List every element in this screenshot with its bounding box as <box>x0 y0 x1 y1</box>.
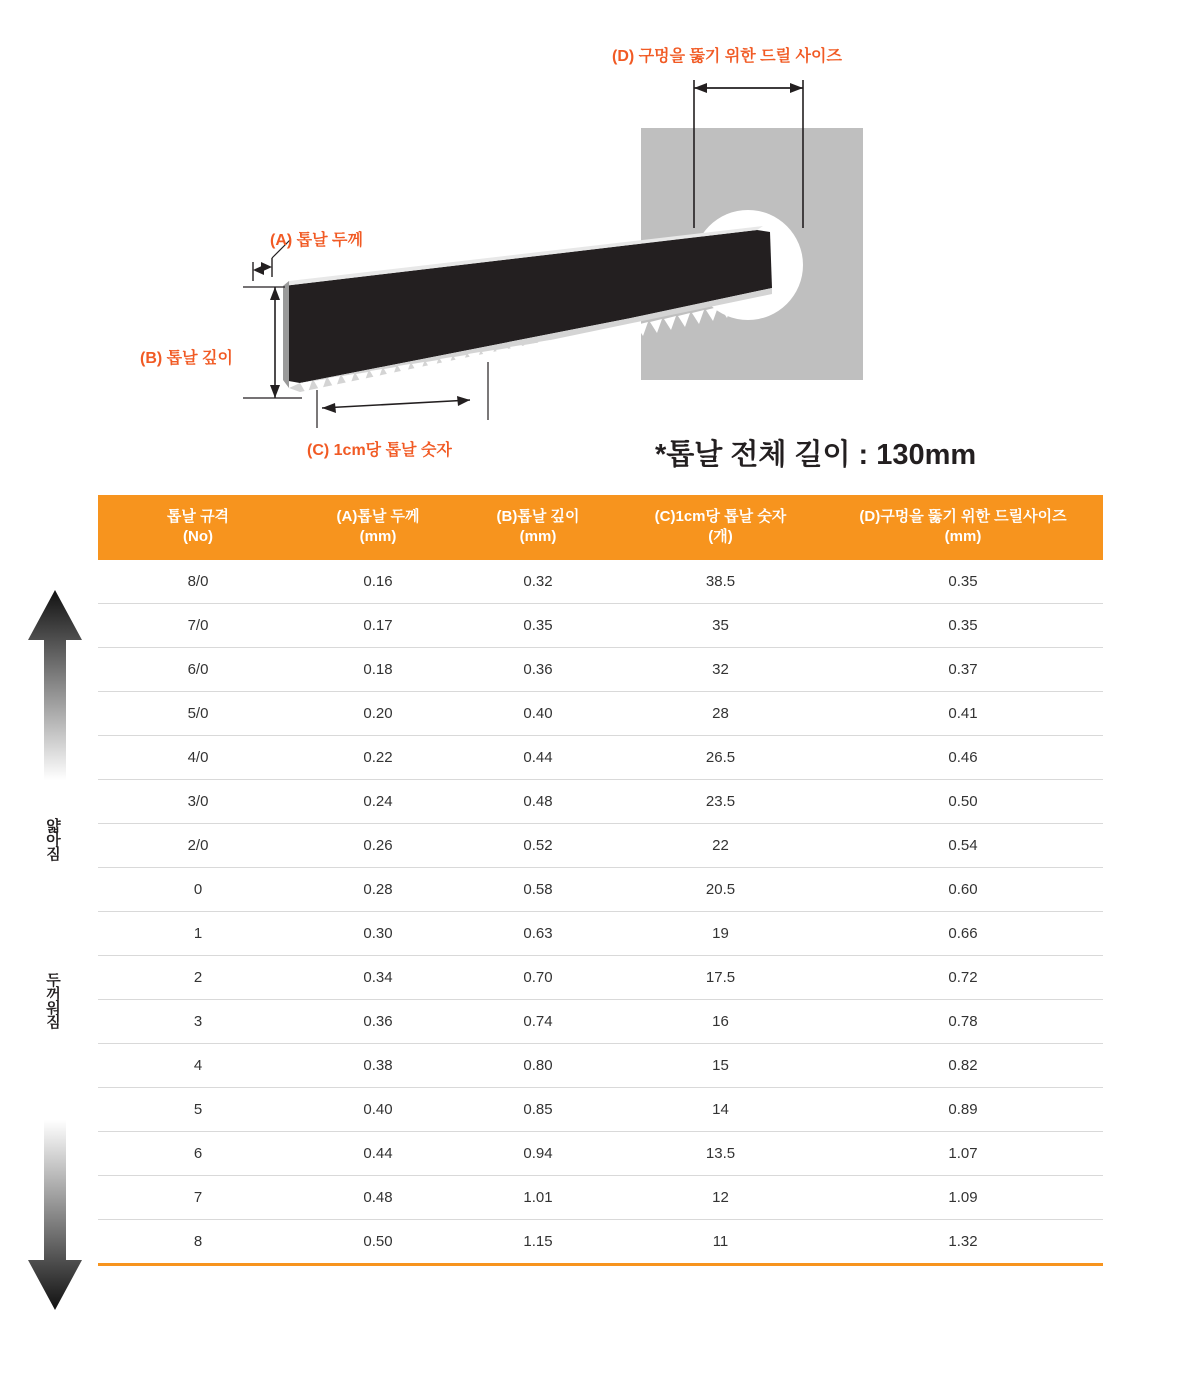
dim-c-line <box>322 400 470 408</box>
table-cell: 3/0 <box>98 779 298 823</box>
table-cell: 0.72 <box>823 955 1103 999</box>
table-cell: 0.70 <box>458 955 618 999</box>
table-row <box>98 779 1103 823</box>
table-cell: 0.28 <box>298 867 458 911</box>
table-cell: 0.78 <box>823 999 1103 1043</box>
table-cell: 0.30 <box>298 911 458 955</box>
dim-b-arrow-bottom <box>270 385 280 398</box>
spec-table-body <box>98 560 1103 1265</box>
table-row <box>98 1175 1103 1219</box>
table-row <box>98 691 1103 735</box>
table-cell: 11 <box>618 1219 823 1264</box>
table-cell: 7 <box>98 1175 298 1219</box>
table-cell: 38.5 <box>618 560 823 604</box>
label-thick: 두꺼워짐 <box>44 972 61 1028</box>
table-cell: 0.50 <box>823 779 1103 823</box>
table-row <box>98 1087 1103 1131</box>
saw-blade-illustration <box>0 0 1200 488</box>
col-header-depth-line2: (mm) <box>519 528 557 546</box>
dim-c-arrow-right <box>457 396 470 406</box>
col-header-teeth-per-cm-line1: (C)1cm당 톱날 숫자 <box>654 508 787 525</box>
dim-c-label: (C) 1cm당 톱날 숫자 <box>307 442 452 459</box>
col-header-teeth-per-cm-line2: (개) <box>708 528 733 546</box>
table-cell: 5/0 <box>98 691 298 735</box>
table-cell: 1.01 <box>458 1175 618 1219</box>
col-header-depth <box>458 495 618 560</box>
table-cell: 0.44 <box>298 1131 458 1175</box>
table-cell: 13.5 <box>618 1131 823 1175</box>
table-cell: 0.54 <box>823 823 1103 867</box>
table-cell: 0.74 <box>458 999 618 1043</box>
table-cell: 4 <box>98 1043 298 1087</box>
table-cell: 0.85 <box>458 1087 618 1131</box>
table-row <box>98 560 1103 604</box>
table-cell: 7/0 <box>98 603 298 647</box>
col-header-drill-size-line1: (D)구멍을 뚫기 위한 드릴사이즈 <box>859 508 1067 525</box>
table-cell: 1.15 <box>458 1219 618 1264</box>
table-cell: 0.34 <box>298 955 458 999</box>
table-row <box>98 955 1103 999</box>
table-cell: 23.5 <box>618 779 823 823</box>
dim-c-arrow-left <box>322 403 336 413</box>
table-cell: 8/0 <box>98 560 298 604</box>
table-cell: 0.63 <box>458 911 618 955</box>
table-cell: 0.32 <box>458 560 618 604</box>
blade-butt-end <box>283 281 289 388</box>
table-cell: 0.16 <box>298 560 458 604</box>
table-cell: 1 <box>98 911 298 955</box>
table-cell: 15 <box>618 1043 823 1087</box>
table-row <box>98 1043 1103 1087</box>
dim-b-arrow-top <box>270 287 280 300</box>
col-header-depth-line1: (B)톱날 깊이 <box>496 508 580 525</box>
table-cell: 17.5 <box>618 955 823 999</box>
table-cell: 0.46 <box>823 735 1103 779</box>
arrow-down-thick <box>28 1120 82 1310</box>
dim-b-label: (B) 톱날 깊이 <box>140 350 233 367</box>
table-cell: 0.89 <box>823 1087 1103 1131</box>
table-cell: 0.52 <box>458 823 618 867</box>
table-cell: 0.48 <box>298 1175 458 1219</box>
table-cell: 0.35 <box>458 603 618 647</box>
table-cell: 0.40 <box>458 691 618 735</box>
table-cell: 32 <box>618 647 823 691</box>
spec-table <box>98 495 1103 1266</box>
table-cell: 0 <box>98 867 298 911</box>
table-cell: 0.94 <box>458 1131 618 1175</box>
dim-d-arrow-left <box>694 83 707 93</box>
table-cell: 16 <box>618 999 823 1043</box>
table-cell: 0.26 <box>298 823 458 867</box>
total-length-note: *톱날 전체 길이 : 130mm <box>655 439 977 471</box>
table-cell: 0.20 <box>298 691 458 735</box>
gradient-arrows-svg <box>20 560 100 1340</box>
table-cell: 6 <box>98 1131 298 1175</box>
table-row <box>98 999 1103 1043</box>
col-header-size-line2: (No) <box>183 528 213 546</box>
col-header-thickness-line1: (A)톱날 두께 <box>336 508 420 525</box>
table-cell: 5 <box>98 1087 298 1131</box>
table-cell: 8 <box>98 1219 298 1264</box>
table-cell: 0.37 <box>823 647 1103 691</box>
table-cell: 6/0 <box>98 647 298 691</box>
table-cell: 1.09 <box>823 1175 1103 1219</box>
table-row <box>98 867 1103 911</box>
dim-a-arrow-right <box>261 262 272 272</box>
table-cell: 1.32 <box>823 1219 1103 1264</box>
col-header-thickness-line2: (mm) <box>359 528 397 546</box>
spec-table-wrapper <box>98 495 1103 1266</box>
table-cell: 22 <box>618 823 823 867</box>
table-cell: 14 <box>618 1087 823 1131</box>
table-cell: 26.5 <box>618 735 823 779</box>
table-cell: 2/0 <box>98 823 298 867</box>
table-cell: 0.44 <box>458 735 618 779</box>
table-cell: 0.38 <box>298 1043 458 1087</box>
col-header-size-line1: 톱날 규격 <box>166 508 230 525</box>
dim-d-arrow-right <box>790 83 803 93</box>
spec-table-head <box>98 495 1103 560</box>
table-row <box>98 823 1103 867</box>
table-cell: 0.24 <box>298 779 458 823</box>
table-cell: 0.35 <box>823 603 1103 647</box>
table-cell: 0.58 <box>458 867 618 911</box>
table-cell: 0.50 <box>298 1219 458 1264</box>
table-cell: 0.40 <box>298 1087 458 1131</box>
col-header-drill-size <box>823 495 1103 560</box>
table-cell: 0.60 <box>823 867 1103 911</box>
table-row <box>98 1219 1103 1264</box>
dim-a-label: (A) 톱날 두께 <box>270 232 363 249</box>
table-cell: 0.48 <box>458 779 618 823</box>
table-cell: 0.36 <box>458 647 618 691</box>
table-cell: 35 <box>618 603 823 647</box>
table-row <box>98 1131 1103 1175</box>
table-cell: 20.5 <box>618 867 823 911</box>
table-row <box>98 911 1103 955</box>
table-cell: 4/0 <box>98 735 298 779</box>
table-cell: 3 <box>98 999 298 1043</box>
thickness-direction-indicator <box>20 560 100 1340</box>
table-row <box>98 603 1103 647</box>
table-cell: 0.17 <box>298 603 458 647</box>
table-cell: 0.22 <box>298 735 458 779</box>
dim-d-label: (D) 구멍을 뚫기 위한 드릴 사이즈 <box>612 48 842 65</box>
table-header-row <box>98 495 1103 560</box>
table-cell: 2 <box>98 955 298 999</box>
table-cell: 0.80 <box>458 1043 618 1087</box>
saw-blade-diagram <box>0 0 1200 488</box>
table-cell: 0.18 <box>298 647 458 691</box>
arrow-up-thin <box>28 590 82 780</box>
table-cell: 0.36 <box>298 999 458 1043</box>
table-cell: 0.41 <box>823 691 1103 735</box>
table-cell: 12 <box>618 1175 823 1219</box>
table-cell: 19 <box>618 911 823 955</box>
col-header-thickness <box>298 495 458 560</box>
table-cell: 0.66 <box>823 911 1103 955</box>
col-header-drill-size-line2: (mm) <box>944 528 982 546</box>
col-header-size <box>98 495 298 560</box>
table-row <box>98 647 1103 691</box>
table-cell: 28 <box>618 691 823 735</box>
table-cell: 0.35 <box>823 560 1103 604</box>
table-row <box>98 735 1103 779</box>
label-thin: 얇아짐 <box>44 818 61 860</box>
table-cell: 1.07 <box>823 1131 1103 1175</box>
col-header-teeth-per-cm <box>618 495 823 560</box>
table-cell: 0.82 <box>823 1043 1103 1087</box>
